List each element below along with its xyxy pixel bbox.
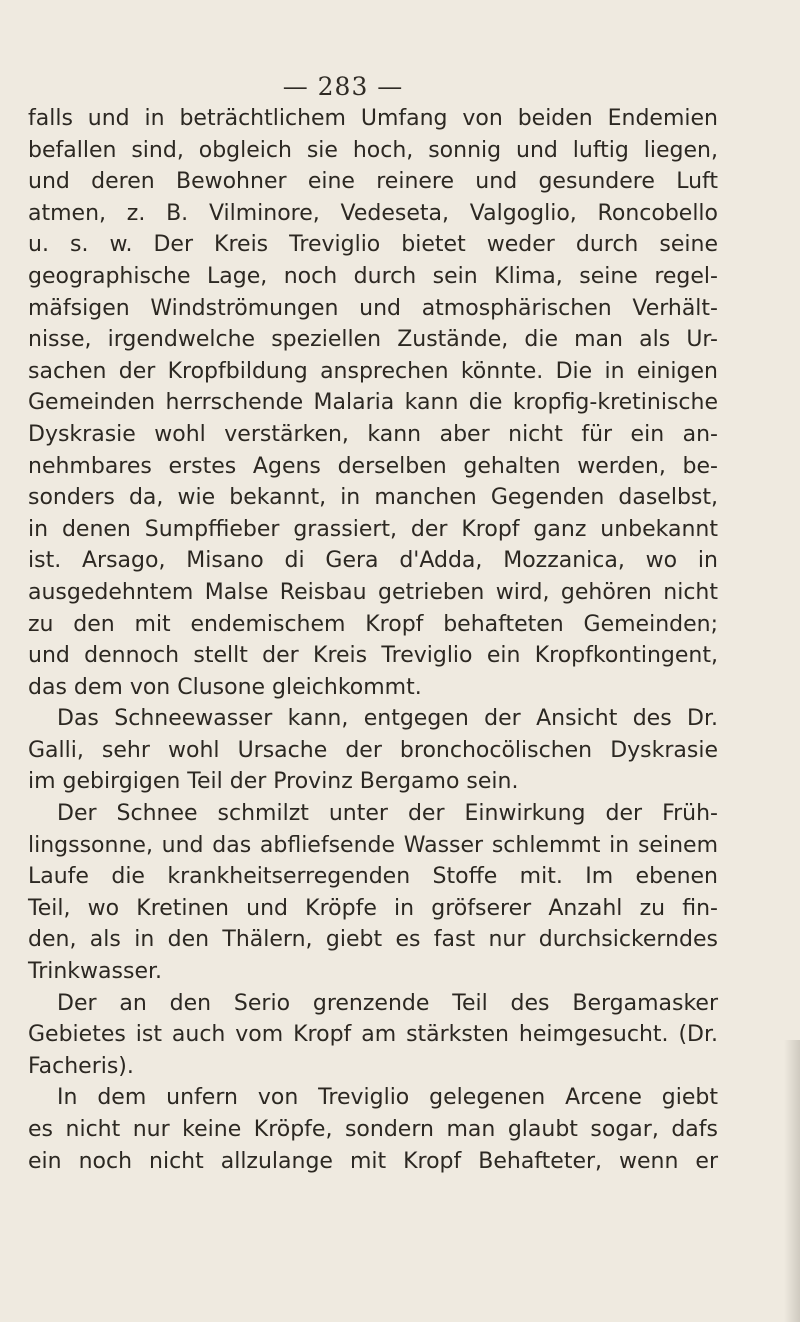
paragraph-3 (28, 798, 718, 988)
text-line: atmen, z. B. Vilminore, Vedeseta, Valgoglio, Roncobello (28, 200, 718, 226)
text-line: lingssonne, und das abfliefsende Wasser schlemmt in seinem (28, 832, 718, 858)
paragraph-4 (28, 988, 718, 1083)
text-line: nehmbares erstes Agens derselben gehalten werden, be- (28, 453, 718, 479)
text-line: befallen sind, obgleich sie hoch, sonnig und luftig liegen, (28, 137, 718, 163)
text-line: Der Schnee schmilzt unter der Einwirkung der Früh- (57, 801, 718, 827)
paragraph-5 (28, 1082, 718, 1177)
page-edge-shadow (784, 1040, 800, 1322)
text-line: Das Schneewasser kann, entgegen der Ansicht des Dr. (57, 706, 718, 732)
paragraph-1 (28, 103, 718, 703)
text-line: und dennoch stellt der Kreis Treviglio ein Kropfkontingent, (28, 643, 718, 669)
text-line: Galli, sehr wohl Ursache der bronchocölischen Dyskrasie (28, 737, 718, 763)
text-line: Teil, wo Kretinen und Kröpfe in gröfserer Anzahl zu fin- (28, 895, 718, 921)
text-line: Trinkwasser. (28, 959, 162, 985)
text-line: zu den mit endemischem Kropf behafteten Gemeinden; (28, 611, 718, 637)
text-line: nisse, irgendwelche speziellen Zustände, die man als Ur- (28, 327, 718, 353)
text-line: sonders da, wie bekannt, in manchen Gegenden daselbst, (28, 485, 718, 511)
text-line: im gebirgigen Teil der Provinz Bergamo sein. (28, 769, 519, 795)
text-line: In dem unfern von Treviglio gelegenen Arcene giebt (57, 1085, 718, 1111)
text-line: es nicht nur keine Kröpfe, sondern man glaubt sogar, dafs (28, 1117, 718, 1142)
text-line: und deren Bewohner eine reinere und gesundere Luft (28, 169, 718, 195)
text-line: Dyskrasie wohl verstärken, kann aber nicht für ein an- (28, 421, 718, 447)
text-line: sachen der Kropfbildung ansprechen könnte. Die in einigen (28, 358, 718, 384)
text-line: ein noch nicht allzulange mit Kropf Behafteter, wenn er (28, 1148, 718, 1174)
text-line: das dem von Clusone gleichkommt. (28, 674, 422, 700)
text-line: den, als in den Thälern, giebt es fast nur durchsickerndes (28, 927, 718, 953)
paragraph-2 (28, 703, 718, 798)
text-line: falls und in beträchtlichem Umfang von beiden Endemien (28, 106, 718, 131)
text-line: Gemeinden herrschende Malaria kann die kropfig-kretinische (28, 390, 718, 416)
text-line: Der an den Serio grenzende Teil des Bergamasker (57, 990, 718, 1016)
text-line: u. s. w. Der Kreis Treviglio bietet weder durch seine (28, 232, 718, 258)
text-line: Laufe die krankheitserregenden Stoffe mit. Im ebenen (28, 864, 718, 890)
text-line: mäfsigen Windströmungen und atmosphärischen Verhält- (28, 295, 718, 321)
text-line: ist. Arsago, Misano di Gera d'Adda, Mozzanica, wo in (28, 548, 718, 574)
page-number: — 283 — (282, 72, 404, 101)
text-line: in denen Sumpffieber grassiert, der Kropf ganz unbekannt (28, 516, 718, 542)
text-line: Facheris). (28, 1053, 134, 1079)
text-line: Gebietes ist auch vom Kropf am stärksten heimgesucht. (Dr. (28, 1022, 718, 1048)
text-line: ausgedehntem Malse Reisbau getrieben wird, gehören nicht (28, 579, 718, 605)
text-line: geographische Lage, noch durch sein Klima, seine regel- (28, 263, 718, 289)
body-text (28, 103, 718, 1177)
